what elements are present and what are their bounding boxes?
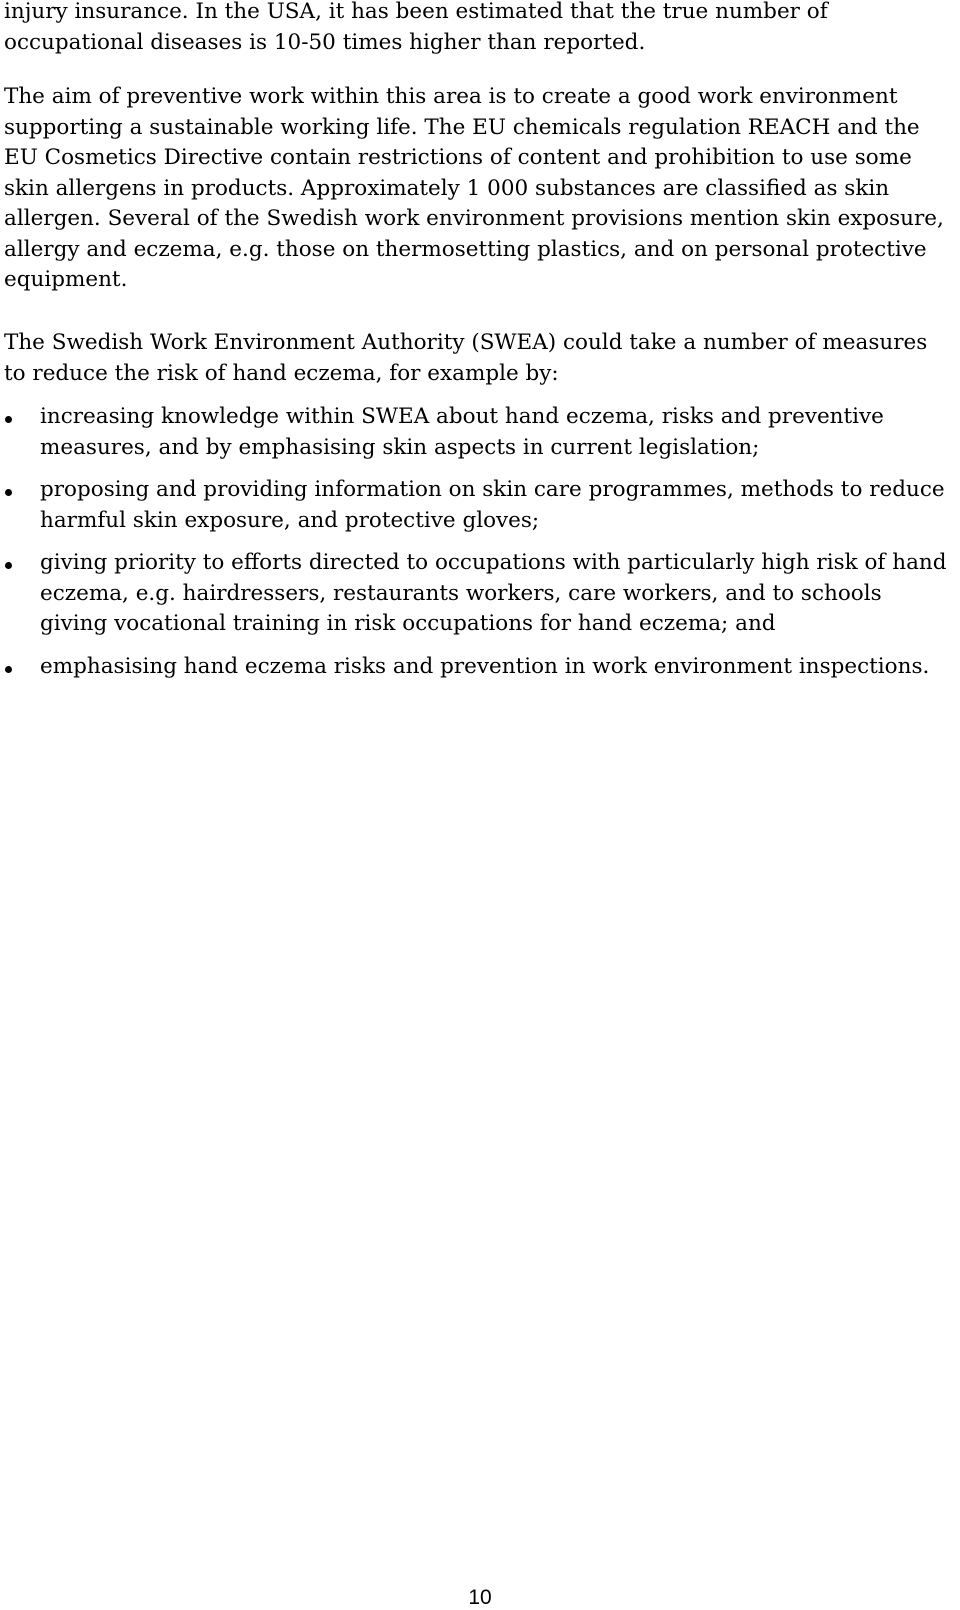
list-item xyxy=(0,548,955,640)
paragraph-occupational-diseases: injury insurance. In the USA, it has been estimated that the true number of occupational diseases is 10-50 times higher than reported. xyxy=(4,0,828,55)
bullet-icon xyxy=(5,666,12,673)
paragraph-preventive-work: The aim of preventive work within this area is to create a good work environment supporting a sustainable working life. The EU chemicals regulation REACH and the EU Cosmetics Directive contain restrictions of content and prohibition to use some skin allergens in products. Approximately 1 000 substances are classified as skin allergen. Several of the Swedish work environment provisions mention skin exposure, allergy and eczema, e.g. those on thermosetting plastics, and on personal protective equipment. xyxy=(4,84,944,292)
list-item xyxy=(0,475,955,536)
list-item xyxy=(0,402,955,463)
list-item-text: increasing knowledge within SWEA about hand eczema, risks and preventive measures, and by emphasising skin aspects in current legislation; xyxy=(40,404,884,460)
paragraph-swea-measures: The Swedish Work Environment Authority (SWEA) could take a number of measures to reduce the risk of hand eczema, for example by: xyxy=(4,330,928,386)
measures-list xyxy=(0,402,955,694)
bullet-icon xyxy=(5,489,12,496)
bullet-icon xyxy=(5,562,12,569)
bullet-icon xyxy=(5,416,12,423)
list-item-text: emphasising hand eczema risks and prevention in work environment inspections. xyxy=(40,653,930,679)
list-item-text: giving priority to efforts directed to occupations with particularly high risk of hand eczema, e.g. hairdressers, restaurants workers, care workers, and to schools giving vocational training in risk occupations for hand eczema; and xyxy=(40,550,947,636)
list-item-text: proposing and providing information on skin care programmes, methods to reduce harmful skin exposure, and protective gloves; xyxy=(40,477,945,533)
list-item xyxy=(0,652,955,683)
page-number: 10 xyxy=(468,1586,492,1609)
